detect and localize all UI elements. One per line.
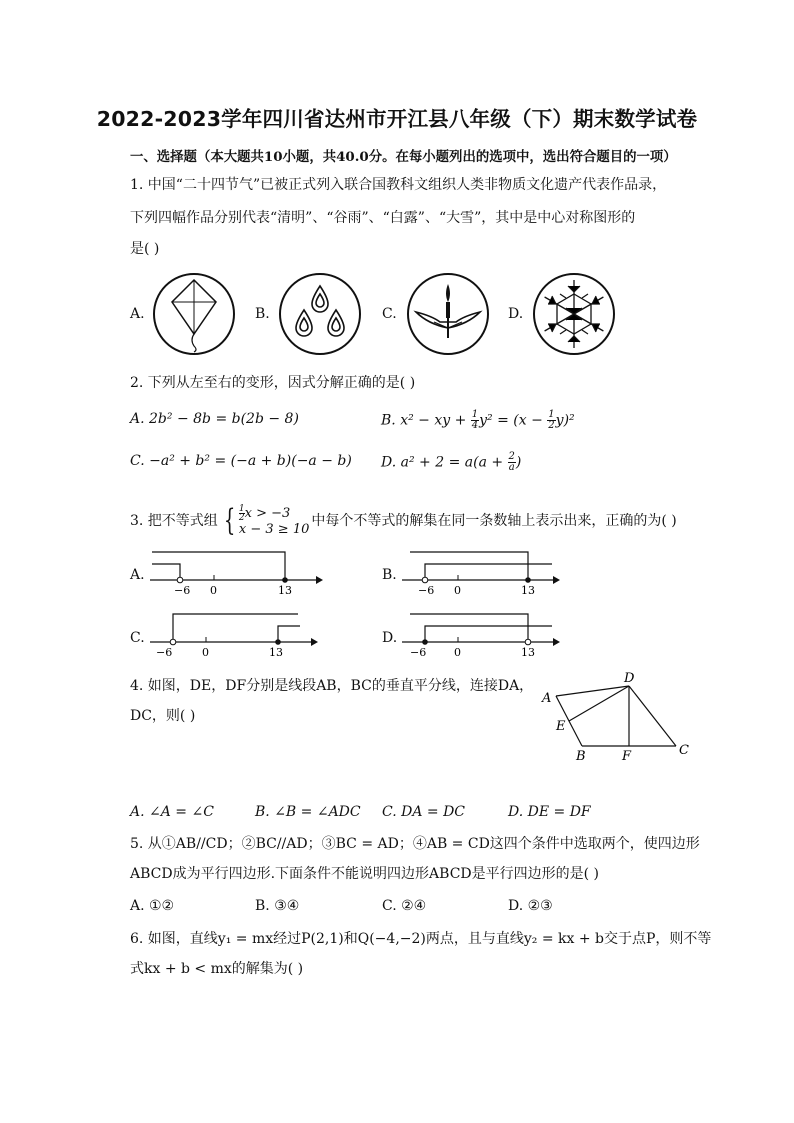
q2-d-fraction — [508, 452, 516, 473]
number-line-d — [400, 610, 560, 660]
q5-option-d: D. ②③ — [508, 898, 553, 914]
tick-label: 13 — [521, 584, 535, 597]
q5-option-c: C. ②④ — [382, 898, 427, 914]
q5-option-a: A. ①② — [130, 898, 175, 914]
tick-label: −6 — [174, 584, 191, 597]
section-heading: 一、选择题（本大题共10小题，共40.0分。在每小题列出的选项中，选出符合题目的一项） — [130, 149, 677, 165]
q4-geometry-figure — [538, 671, 698, 768]
q3-stem — [130, 505, 677, 537]
q5-line2: ABCD成为平行四边形.下面条件不能说明四边形ABCD是平行四边形的是( ) — [130, 866, 600, 882]
q4-line2: DC，则( ) — [130, 708, 196, 724]
q5-option-b: B. ③④ — [255, 898, 300, 914]
q2-b-frac2-den: 2 — [548, 420, 555, 431]
q1-line3: 是( ) — [130, 241, 160, 257]
q2-b-frac1-num: 1 — [471, 409, 479, 420]
q4-option-d: D. DE = DF — [508, 804, 591, 820]
lamp-figure — [406, 272, 490, 356]
q3-sys-frac-den: 2 — [238, 513, 245, 523]
q2-option-d — [381, 452, 521, 473]
q2-b-mid: y² = (x − — [479, 412, 548, 429]
q1-line1: 1. 中国“二十四节气”已被正式列入联合国教科文组织人类非物质文化遗产代表作品录， — [130, 177, 667, 193]
q2-d-frac-num: 2 — [508, 451, 515, 462]
q2-b-fraction-1 — [471, 410, 479, 431]
tick-label: −6 — [156, 646, 173, 659]
tick-label: 13 — [269, 646, 283, 659]
q3-option-d-label: D. — [382, 630, 398, 646]
tick-label: 13 — [278, 584, 292, 597]
fig-label-f: F — [622, 749, 632, 764]
tick-label: 0 — [202, 646, 209, 659]
q3-post: 中每个不等式的解集在同一条数轴上表示出来，正确的为( ) — [311, 513, 677, 529]
q6-line1: 6. 如图，直线y₁ = mx经过P(2,1)和Q(−4,−2)两点，且与直线y₂ = kx + b交于点P，则不等 — [130, 931, 712, 947]
q3-sys-line2: x − 3 ≥ 10 — [238, 522, 310, 537]
q3-option-a-label: A. — [130, 567, 145, 583]
q3-option-c-label: C. — [130, 630, 145, 646]
number-line-b — [400, 548, 560, 598]
q4-option-a: A. ∠A = ∠C — [130, 804, 214, 820]
q4-option-b: B. ∠B = ∠ADC — [255, 804, 361, 820]
q2-d-frac-den: a — [508, 462, 515, 473]
q1-option-a-label: A. — [130, 306, 145, 322]
q2-option-c: C. −a² + b² = (−a + b)(−a − b) — [130, 453, 352, 469]
q2-b-pre: B. x² − xy + — [381, 412, 471, 429]
q5-line1: 5. 从①AB//CD；②BC//AD；③BC = AD；④AB = CD这四个条件中选取两个，使四边形 — [130, 836, 700, 852]
q2-option-b — [381, 410, 575, 431]
q3-system-lines — [239, 505, 309, 537]
q3-sys-line1: x > −3 — [244, 506, 291, 521]
q4-option-c: C. DA = DC — [382, 804, 466, 820]
q2-b-frac1-den: 4 — [471, 420, 479, 431]
q1-option-c-label: C. — [382, 306, 397, 322]
tick-label: 0 — [210, 584, 217, 597]
number-line-c — [148, 610, 318, 660]
left-brace-icon: { — [223, 503, 236, 538]
q2-b-post: y)² — [555, 412, 575, 429]
q2-option-a: A. 2b² − 8b = b(2b − 8) — [130, 411, 299, 427]
q3-sys-frac-num: 1 — [238, 504, 245, 514]
q1-option-d-label: D. — [508, 306, 524, 322]
q1-option-b-label: B. — [255, 306, 270, 322]
fig-label-b: B — [576, 749, 586, 764]
q2-b-frac2-num: 1 — [548, 409, 555, 420]
q6-line2: 式kx + b < mx的解集为( ) — [130, 961, 304, 977]
page-title: 2022-2023学年四川省达州市开江县八年级（下）期末数学试卷 — [96, 107, 698, 131]
number-line-a — [148, 548, 323, 598]
q2-d-pre: D. a² + 2 = a(a + — [381, 454, 508, 471]
q2-b-fraction-2 — [547, 410, 555, 431]
tick-label: 0 — [454, 584, 461, 597]
q4-line1: 4. 如图，DE，DF分别是线段AB，BC的垂直平分线，连接DA， — [130, 678, 534, 694]
tick-label: 13 — [521, 646, 535, 659]
tick-label: 0 — [454, 646, 461, 659]
fig-label-e: E — [556, 719, 566, 734]
fig-label-d: D — [624, 671, 635, 686]
fig-label-c: C — [679, 743, 689, 758]
q3-pre: 3. 把不等式组 — [130, 513, 218, 529]
tick-label: −6 — [418, 584, 435, 597]
kite-figure — [152, 272, 236, 356]
snowflake-figure — [532, 272, 616, 356]
q2-stem: 2. 下列从左至右的变形，因式分解正确的是( ) — [130, 375, 416, 391]
q2-d-post: ) — [515, 454, 522, 471]
q1-line2: 下列四幅作品分别代表“清明”、“谷雨”、“白露”、“大雪”，其中是中心对称图形的 — [130, 210, 636, 226]
q3-inequality-system — [220, 505, 310, 537]
fig-label-a: A — [542, 691, 552, 706]
q3-option-b-label: B. — [382, 567, 397, 583]
tick-label: −6 — [410, 646, 427, 659]
raindrops-figure — [278, 272, 362, 356]
